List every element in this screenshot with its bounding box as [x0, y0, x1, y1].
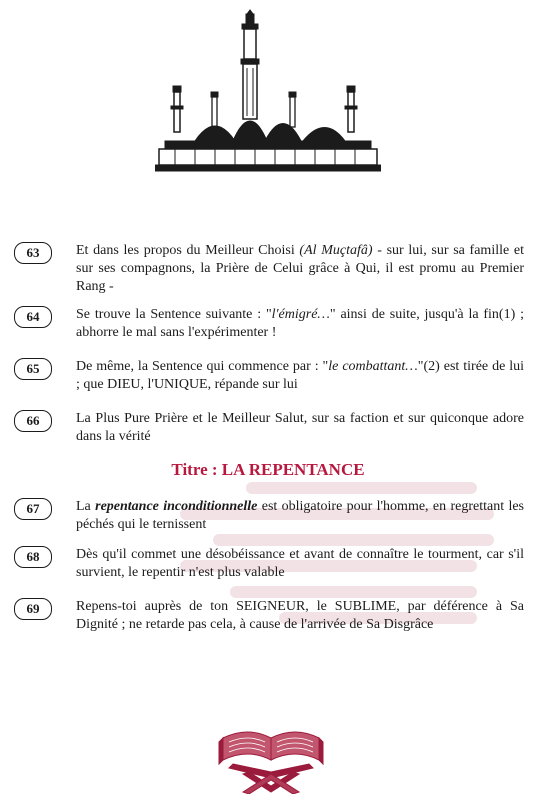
mosque-illustration [155, 6, 381, 174]
verse-number: 64 [14, 306, 52, 328]
verse-number: 65 [14, 358, 52, 380]
verse-text: Dès qu'il commet une désobéissance et avant de connaître le tourment, car s'il survient, le repentir n'est plus valable [76, 547, 524, 580]
verse-text: La Plus Pure Prière et le Meilleur Salut, sur sa faction et sur quiconque adore dans la vérité [76, 411, 524, 444]
verse-text-part: est obligatoire pour l'homme, en regrettant les péchés qui le ternissent [76, 499, 525, 532]
open-quran-on-stand-icon [213, 708, 329, 794]
verse-number: 63 [14, 242, 52, 264]
verse-text-part: Et dans les propos du Meilleur Choisi [76, 243, 300, 258]
verse-emphasis: le combattant… [328, 359, 418, 374]
verse-text-part: De même, la Sentence qui commence par : " [76, 359, 329, 374]
section-title: Titre : LA REPENTANCE [171, 460, 365, 479]
verse-text: Repens-toi auprès de ton SEIGNEUR, le SUBLIME, par déférence à Sa Dignité ; ne retarde pas cela, à cause de l'arrivée de Sa Disgrâce [76, 599, 524, 632]
verse-emphasis: repentance inconditionnelle [95, 499, 258, 514]
verse-number: 67 [14, 498, 52, 520]
verse-text [76, 306, 524, 342]
verse-text [76, 242, 524, 296]
verse-text-part: La [76, 499, 96, 514]
verse-number: 69 [14, 598, 52, 620]
verse-text-part: Se trouve la Sentence suivante : " [76, 307, 272, 322]
verse-text [76, 498, 524, 534]
verse-emphasis: l'émigré… [271, 307, 330, 322]
verse-text-part: - sur lui, sur sa famille et sur ses compagnons, la Prière de Celui grâce à Qui, il est promu au Premier Rang - [76, 243, 525, 294]
verse-text-part: "(2) est tirée de lui ; que DIEU, l'UNIQUE, répande sur lui [76, 359, 525, 392]
verse-number: 68 [14, 546, 52, 568]
verse-text-part: " ainsi de suite, jusqu'à la fin(1) ; abhorre le mal sans l'expérimenter ! [76, 307, 524, 340]
verse-text [76, 358, 524, 394]
verse-number: 66 [14, 410, 52, 432]
verse-emphasis: (Al Muçtafâ) [299, 243, 373, 258]
